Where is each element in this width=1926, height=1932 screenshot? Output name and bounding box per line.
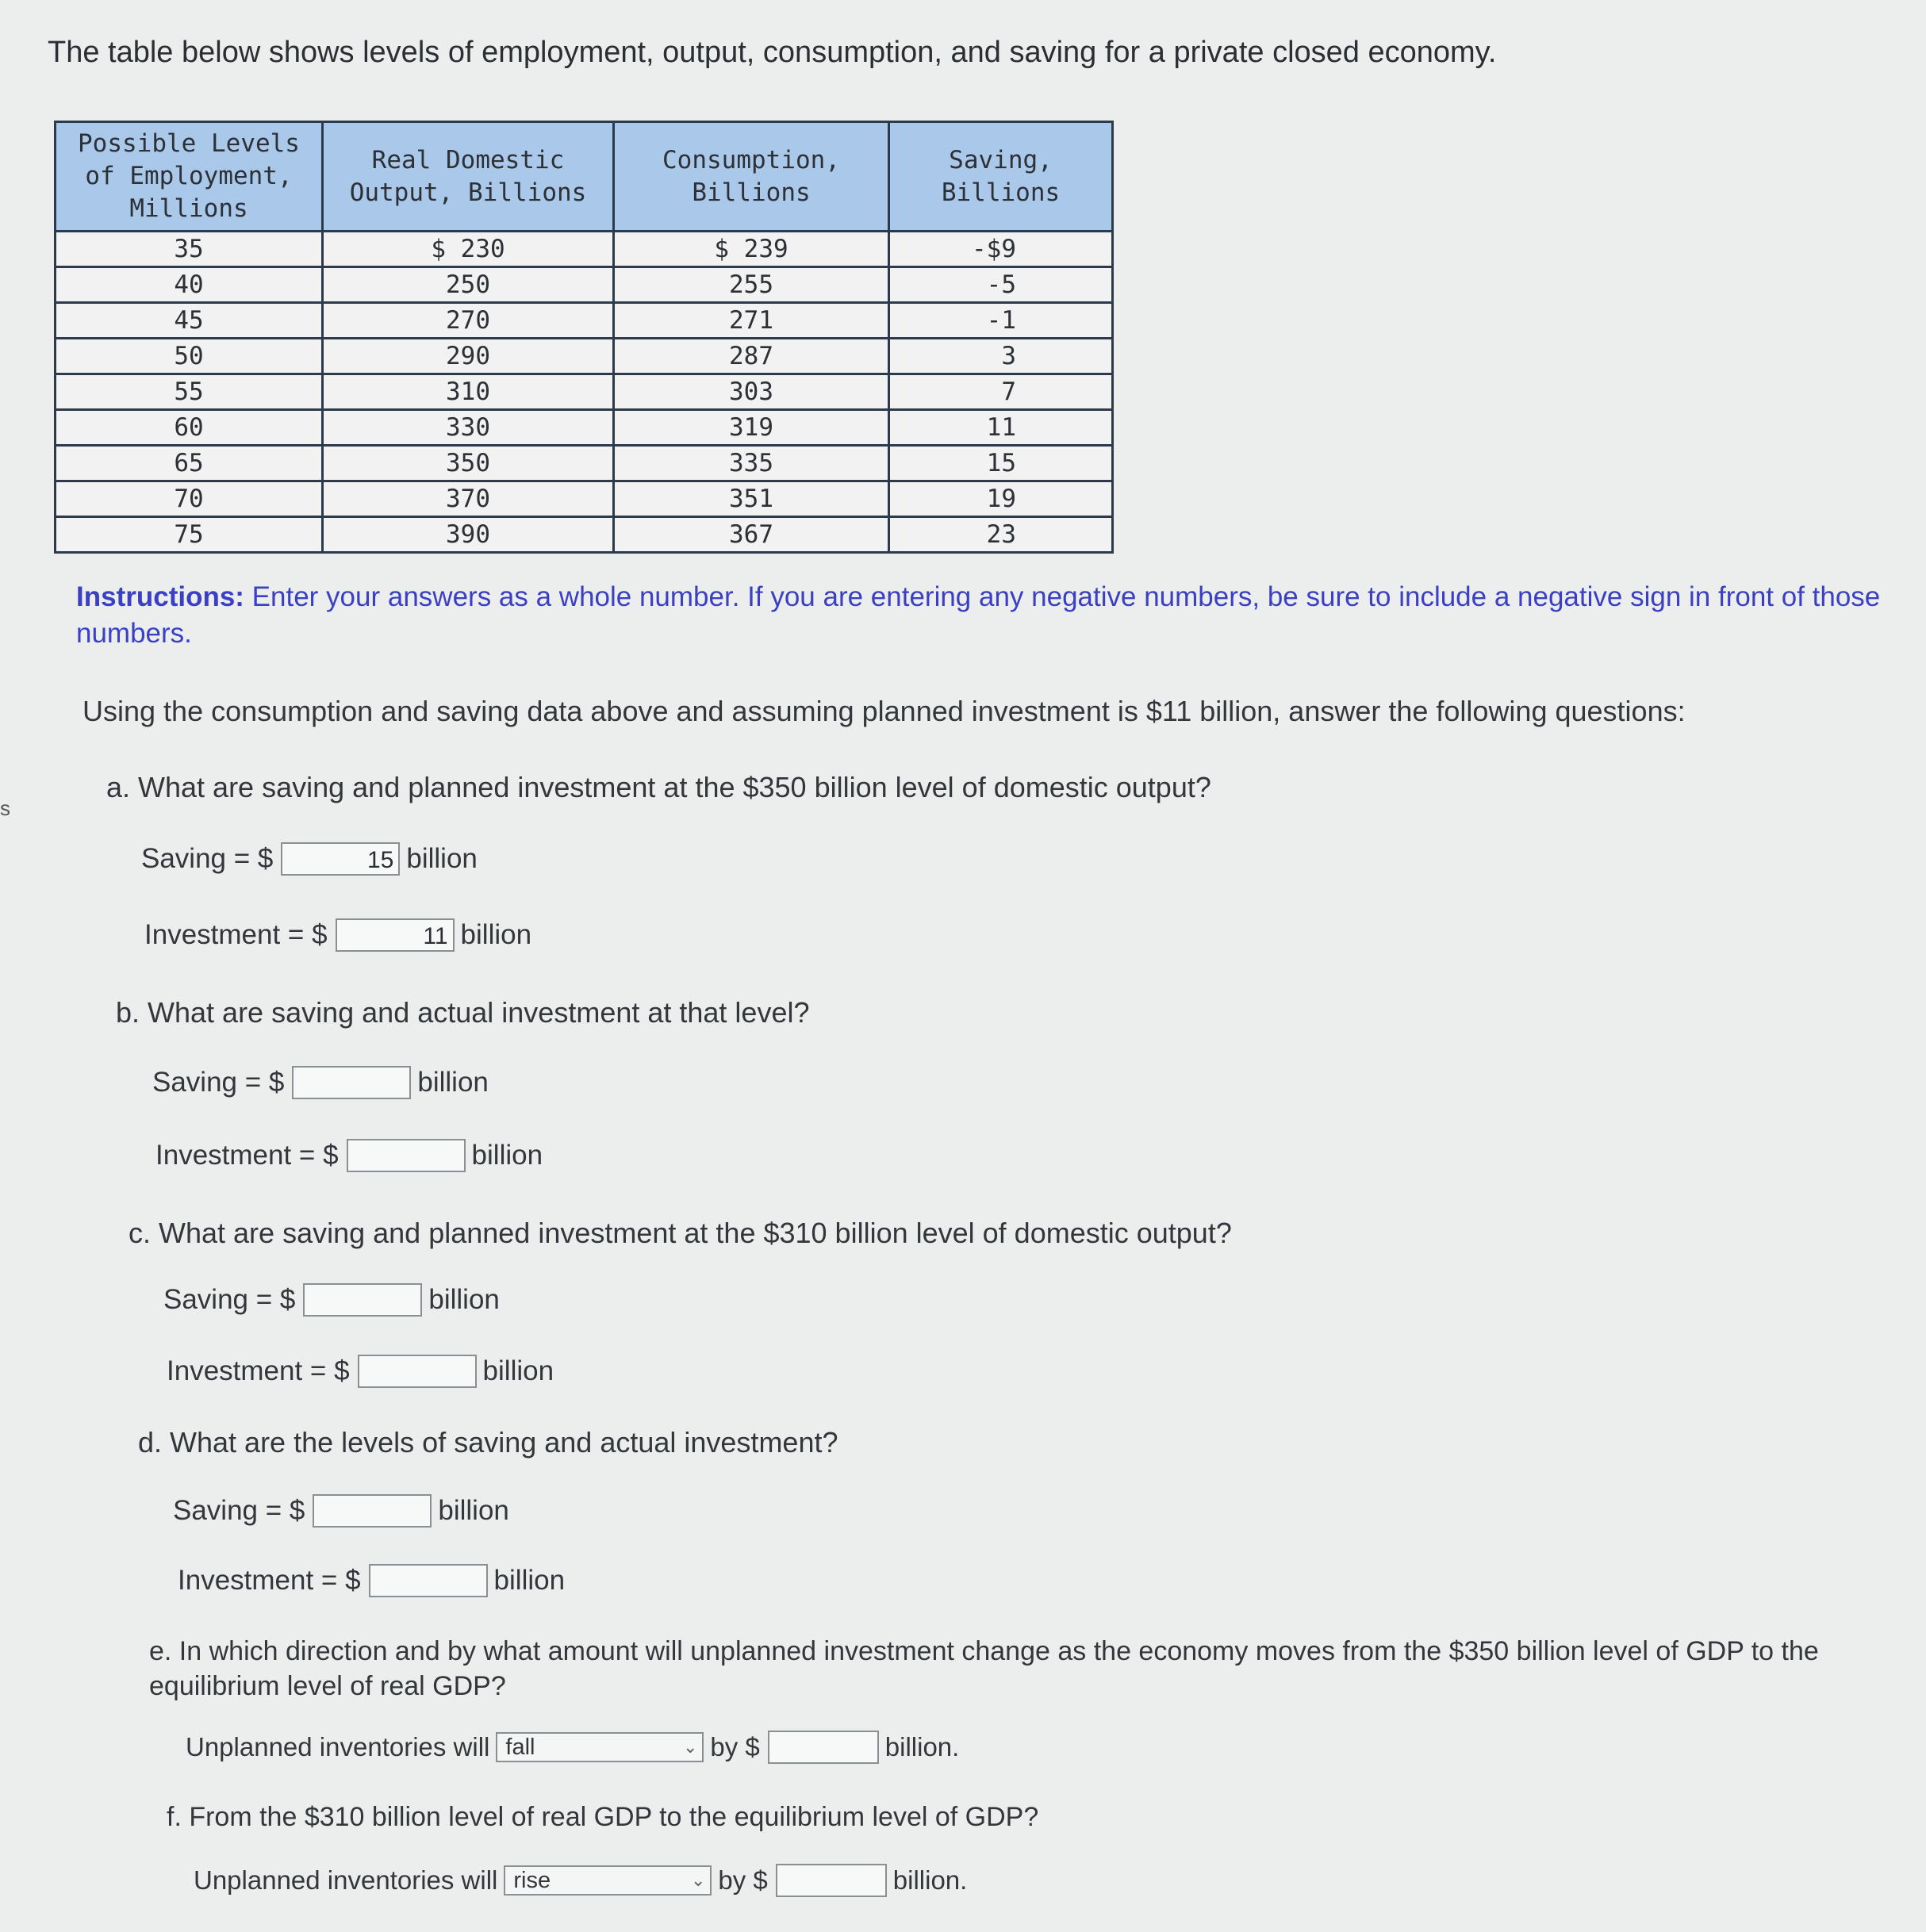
investment-label: Investment = $ <box>144 919 328 950</box>
saving-input-a[interactable]: 15 <box>281 842 400 876</box>
question-d: d. What are the levels of saving and actual investment? <box>138 1426 838 1459</box>
answer-d-investment <box>178 1564 565 1597</box>
table-row <box>56 374 1113 410</box>
table-row <box>56 481 1113 517</box>
unit-label: billion. <box>892 1865 968 1895</box>
unit-label: billion <box>406 843 478 874</box>
cell-employment: 50 <box>56 339 323 374</box>
by-label: by $ <box>718 1865 768 1895</box>
answer-f <box>194 1864 967 1897</box>
cell-saving: -5 <box>889 267 1113 303</box>
instructions-text: Enter your answers as a whole number. If you are entering any negative numbers, be sure to include a negative sign in front of those numbers. <box>76 581 1881 649</box>
answer-e <box>186 1731 959 1764</box>
cell-consumption: 287 <box>614 339 889 374</box>
saving-label: Saving = $ <box>173 1495 305 1526</box>
question-c: c. What are saving and planned investment at the $310 billion level of domestic output? <box>129 1217 1232 1249</box>
cell-employment: 65 <box>56 446 323 481</box>
direction-select-e[interactable] <box>496 1732 704 1762</box>
cell-saving: 11 <box>889 410 1113 446</box>
table-row <box>56 517 1113 553</box>
saving-label: Saving = $ <box>141 843 274 874</box>
cell-saving: 7 <box>889 374 1113 410</box>
cell-employment: 60 <box>56 410 323 446</box>
cell-consumption: 255 <box>614 267 889 303</box>
cell-consumption: $ 239 <box>614 232 889 267</box>
header-employment: Possible Levels of Employment, Millions <box>56 122 323 232</box>
chevron-down-icon: ⌄ <box>682 1737 698 1757</box>
saving-input-c[interactable] <box>303 1283 422 1317</box>
table-row <box>56 410 1113 446</box>
unit-label: billion <box>482 1355 554 1386</box>
lead-text: Using the consumption and saving data above and assuming planned investment is $11 billion, answer the following questions: <box>82 695 1686 727</box>
header-saving: Saving, Billions <box>889 122 1113 232</box>
question-b: b. What are saving and actual investment at that level? <box>116 996 810 1029</box>
cell-employment: 45 <box>56 303 323 339</box>
header-consumption: Consumption, Billions <box>614 122 889 232</box>
amount-input-f[interactable] <box>776 1864 887 1897</box>
answer-c-investment <box>167 1355 554 1388</box>
investment-input-d[interactable] <box>369 1564 488 1597</box>
cell-output: 310 <box>323 374 614 410</box>
table-row <box>56 446 1113 481</box>
answer-b-investment <box>155 1139 543 1172</box>
table-row <box>56 339 1113 374</box>
unit-label: billion. <box>884 1732 960 1761</box>
cell-saving: 23 <box>889 517 1113 553</box>
table-header-row <box>56 122 1113 232</box>
edge-mark: s <box>0 796 10 820</box>
investment-label: Investment = $ <box>167 1355 350 1386</box>
unit-label: billion <box>417 1067 489 1098</box>
cell-output: 250 <box>323 267 614 303</box>
cell-employment: 35 <box>56 232 323 267</box>
cell-consumption: 303 <box>614 374 889 410</box>
cell-output: 290 <box>323 339 614 374</box>
unit-label: billion <box>471 1140 543 1171</box>
cell-output: 350 <box>323 446 614 481</box>
cell-consumption: 319 <box>614 410 889 446</box>
cell-consumption: 351 <box>614 481 889 517</box>
cell-employment: 55 <box>56 374 323 410</box>
question-e: e. In which direction and by what amount will unplanned investment change as the economy moves from the $350 billion level of GDP to the equilibrium level of real GDP? <box>149 1636 1819 1701</box>
saving-label: Saving = $ <box>152 1067 285 1098</box>
instructions <box>76 579 1924 652</box>
answer-a-saving <box>141 842 478 876</box>
answer-c-saving <box>163 1283 500 1317</box>
select-value: rise <box>513 1867 551 1893</box>
question-f: f. From the $310 billion level of real GDP to the equilibrium level of GDP? <box>167 1802 1039 1832</box>
unit-label: billion <box>493 1565 566 1596</box>
cell-output: 270 <box>323 303 614 339</box>
table-row <box>56 267 1113 303</box>
investment-label: Investment = $ <box>178 1565 361 1596</box>
table-row <box>56 303 1113 339</box>
saving-input-b[interactable] <box>292 1066 411 1099</box>
table-row <box>56 232 1113 267</box>
cell-output: 370 <box>323 481 614 517</box>
cell-employment: 75 <box>56 517 323 553</box>
cell-employment: 40 <box>56 267 323 303</box>
cell-output: 390 <box>323 517 614 553</box>
intro-text: The table below shows levels of employment, output, consumption, and saving for a private closed economy. <box>48 36 1497 69</box>
cell-consumption: 271 <box>614 303 889 339</box>
investment-input-a[interactable]: 11 <box>336 918 455 952</box>
unit-label: billion <box>460 919 532 950</box>
investment-label: Investment = $ <box>155 1140 339 1171</box>
saving-label: Saving = $ <box>163 1284 296 1315</box>
amount-input-e[interactable] <box>768 1731 879 1764</box>
cell-consumption: 367 <box>614 517 889 553</box>
cell-saving: 19 <box>889 481 1113 517</box>
direction-select-f[interactable] <box>504 1865 712 1896</box>
unit-label: billion <box>438 1495 509 1526</box>
question-a: a. What are saving and planned investment at the $350 billion level of domestic output? <box>106 771 1211 803</box>
inventories-label: Unplanned inventories will <box>186 1732 490 1761</box>
answer-d-saving <box>173 1494 509 1528</box>
cell-consumption: 335 <box>614 446 889 481</box>
chevron-down-icon: ⌄ <box>690 1870 706 1890</box>
unit-label: billion <box>428 1284 500 1315</box>
answer-a-investment <box>144 918 531 952</box>
cell-saving: -1 <box>889 303 1113 339</box>
inventories-label: Unplanned inventories will <box>194 1865 498 1895</box>
investment-input-c[interactable] <box>358 1355 477 1388</box>
cell-employment: 70 <box>56 481 323 517</box>
answer-b-saving <box>152 1066 489 1099</box>
economy-table <box>54 121 1114 554</box>
instructions-label: Instructions: <box>76 581 244 612</box>
cell-output: 330 <box>323 410 614 446</box>
cell-saving: 15 <box>889 446 1113 481</box>
header-output: Real Domestic Output, Billions <box>323 122 614 232</box>
saving-input-d[interactable] <box>313 1494 432 1528</box>
select-value: fall <box>505 1734 535 1760</box>
cell-saving: 3 <box>889 339 1113 374</box>
by-label: by $ <box>710 1732 760 1761</box>
cell-saving: -$9 <box>889 232 1113 267</box>
investment-input-b[interactable] <box>347 1139 466 1172</box>
cell-output: $ 230 <box>323 232 614 267</box>
